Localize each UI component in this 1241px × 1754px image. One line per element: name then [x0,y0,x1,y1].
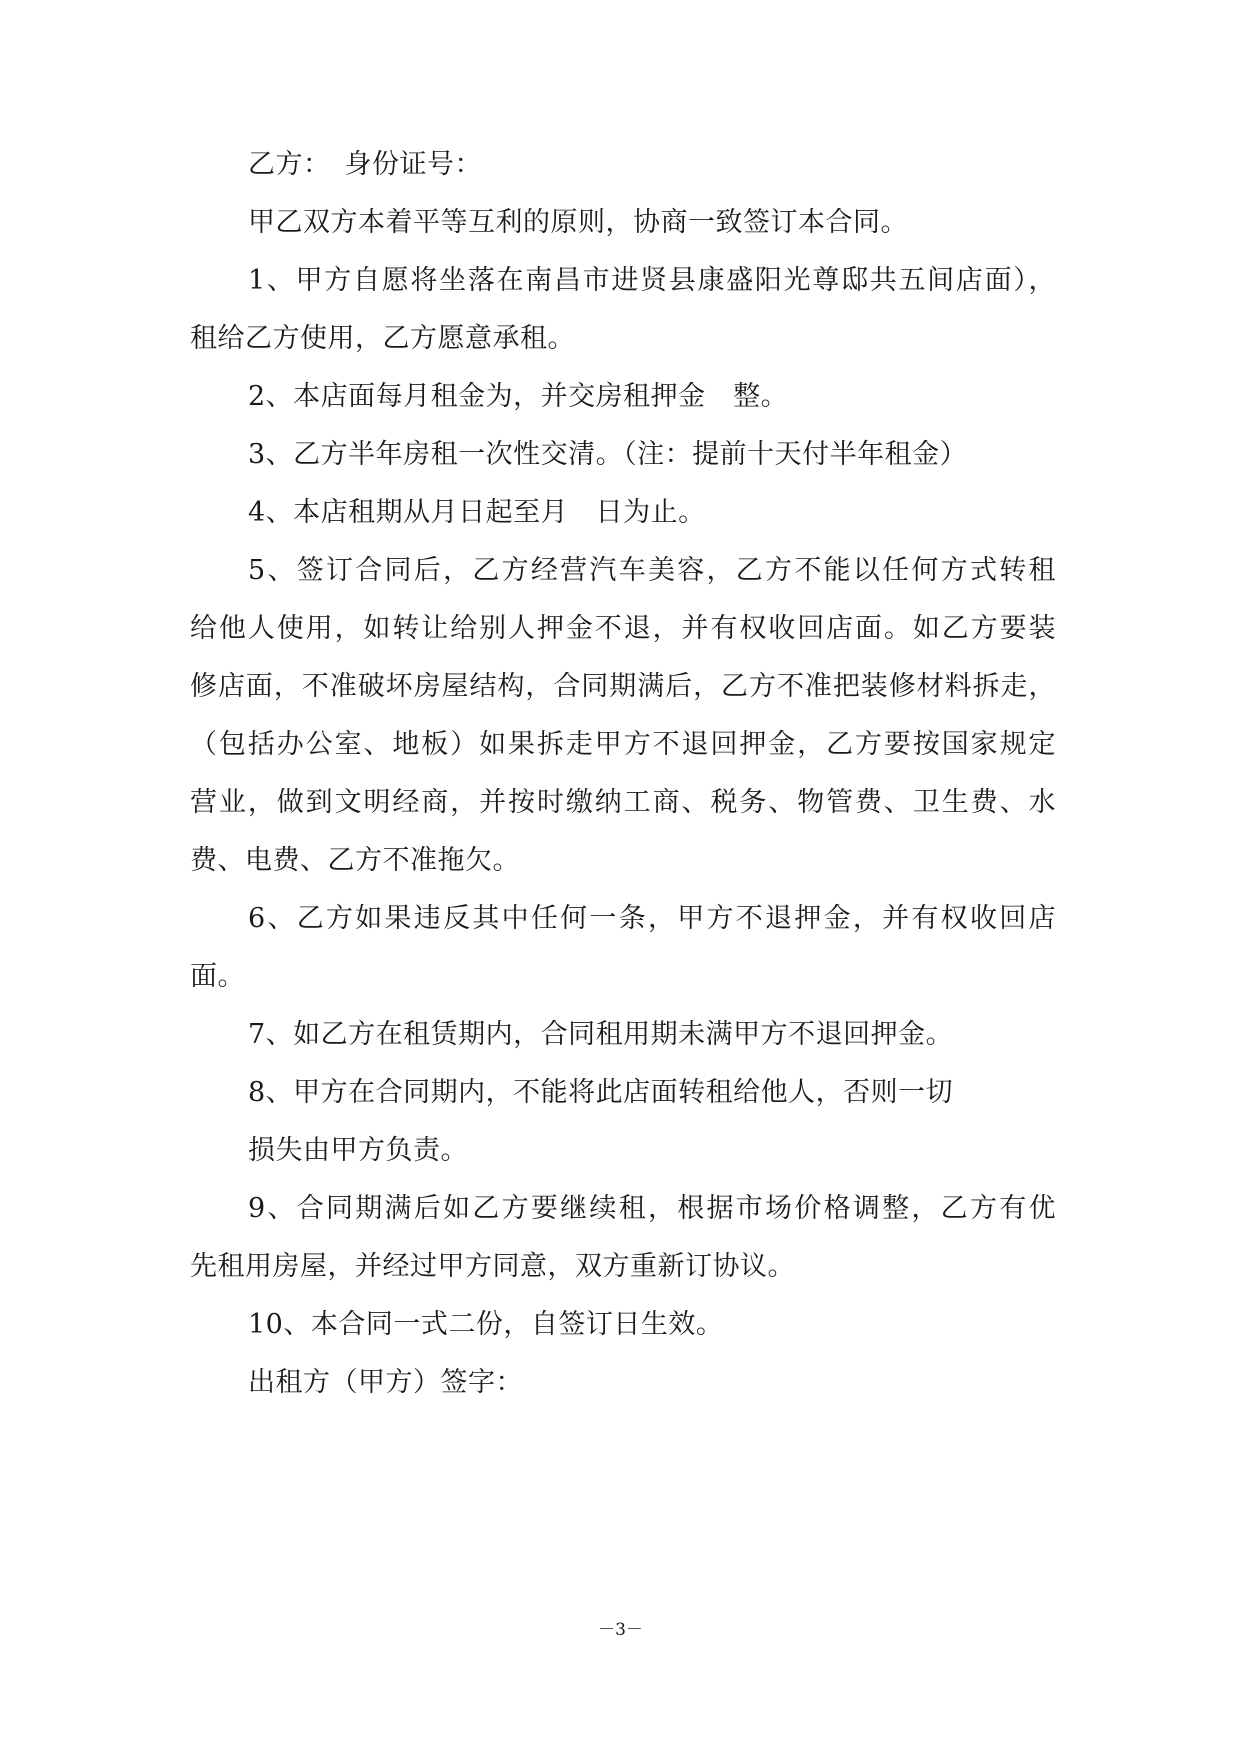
clause-8-line-1: 8、甲方在合同期内，不能将此店面转租给他人，否则一切 [248,1077,954,1108]
clause-2: 2、本店面每月租金为，并交房租押金 整。 [248,381,789,412]
clause-5-line-2: 给他人使用，如转让给别人押金不退，并有权收回店面。如乙方要装 [190,613,1056,644]
clause-10: 10、本合同一式二份，自签订日生效。 [248,1309,724,1340]
clause-5-line-6: 费、电费、乙方不准拖欠。 [190,845,520,876]
intro-paragraph: 甲乙双方本着平等互利的原则，协商一致签订本合同。 [248,207,908,238]
clause-5-line-3: 修店面，不准破坏房屋结构，合同期满后，乙方不准把装修材料拆走， [190,671,1056,702]
clause-9-line-2: 先租用房屋，并经过甲方同意，双方重新订协议。 [190,1251,795,1282]
clause-5-line-1: 5、签订合同后，乙方经营汽车美容，乙方不能以任何方式转租 [248,555,1056,586]
clause-6-line-2: 面。 [190,961,245,992]
lessor-signature-line: 出租方（甲方）签字： [248,1367,523,1398]
clause-1-line-2: 租给乙方使用，乙方愿意承租。 [190,323,575,354]
party-b-id-line: 乙方： 身份证号： [248,149,482,180]
page-number: －3－ [598,1620,643,1640]
clause-4: 4、本店租期从月日起至月 日为止。 [248,497,706,528]
clause-3: 3、乙方半年房租一次性交清。（注：提前十天付半年租金） [248,439,968,470]
clause-7: 7、如乙方在租赁期内，合同租用期未满甲方不退回押金。 [248,1019,954,1050]
clause-5-line-4: （包括办公室、地板）如果拆走甲方不退回押金，乙方要按国家规定 [190,729,1056,760]
clause-8-line-2: 损失由甲方负责。 [248,1135,468,1166]
clause-9-line-1: 9、合同期满后如乙方要继续租，根据市场价格调整，乙方有优 [248,1193,1056,1224]
clause-5-line-5: 营业，做到文明经商，并按时缴纳工商、税务、物管费、卫生费、水 [190,787,1056,818]
clause-1-line-1: 1、甲方自愿将坐落在南昌市进贤县康盛阳光尊邸共五间店面）， [248,265,1056,296]
clause-6-line-1: 6、乙方如果违反其中任何一条，甲方不退押金，并有权收回店 [248,903,1056,934]
